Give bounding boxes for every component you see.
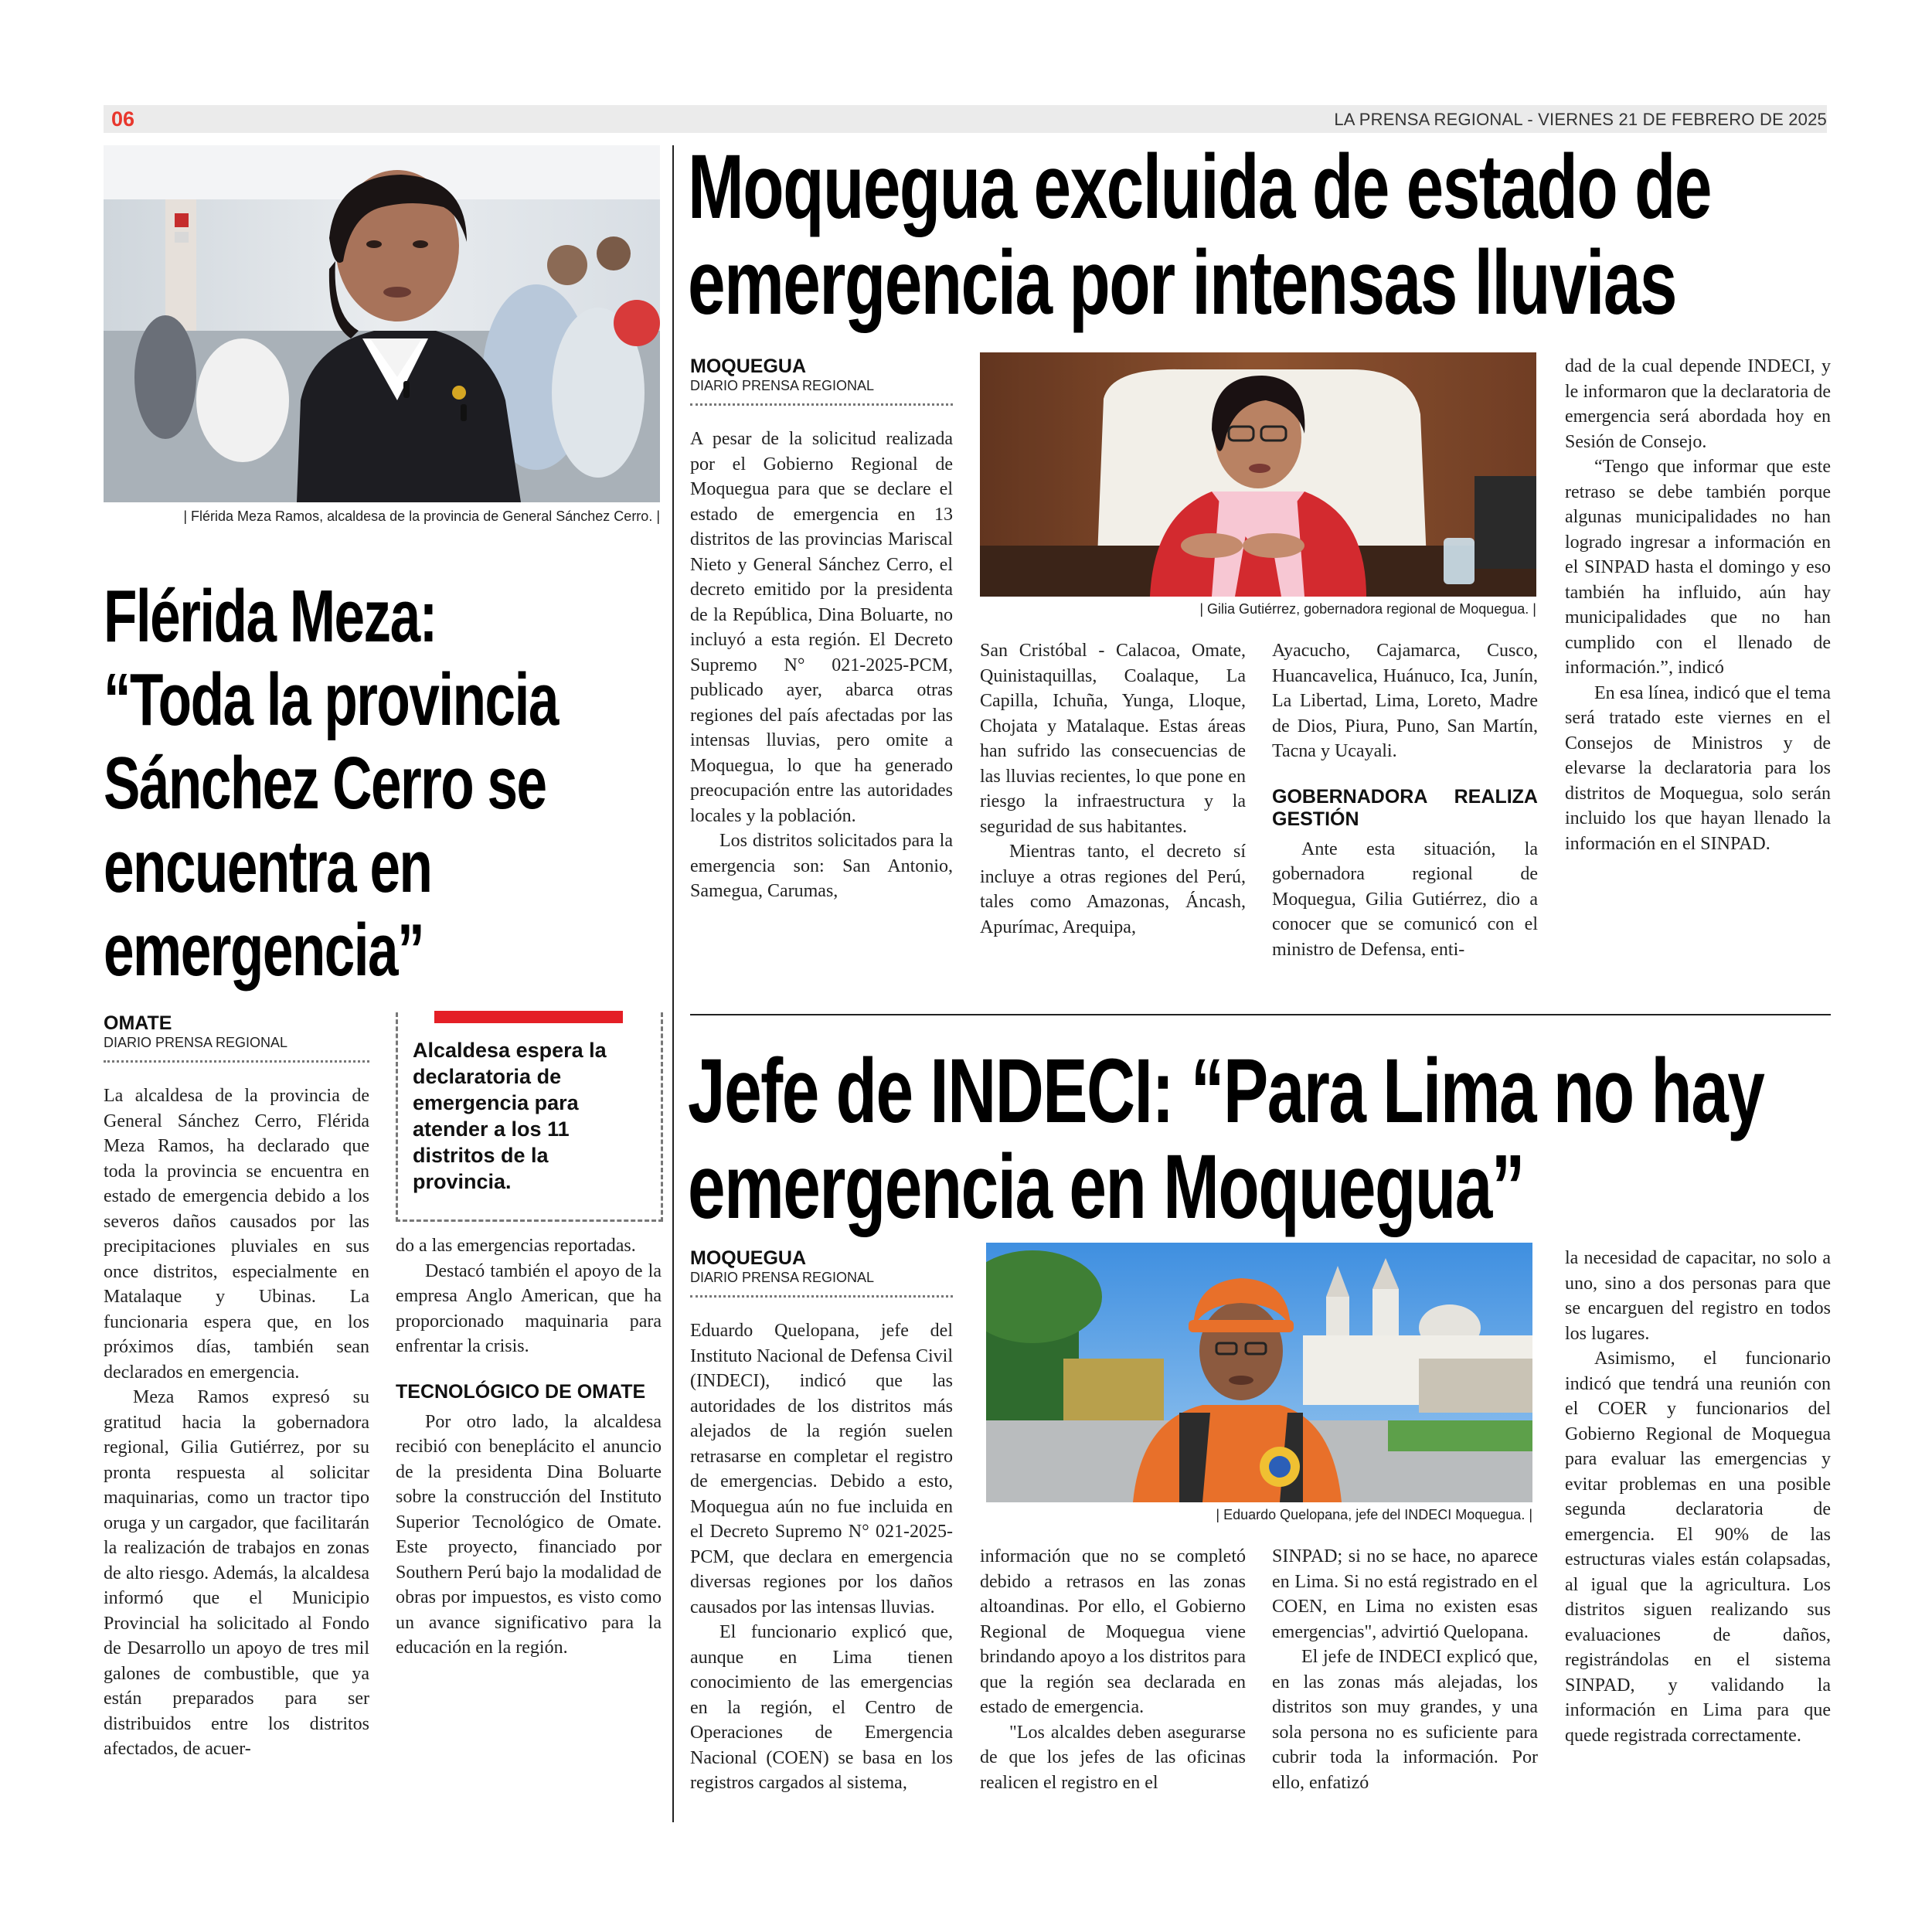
moquegua-excluida-headline [688,136,1832,334]
indeci-headline-line: Jefe de INDECI: “Para Lima no hay [688,1040,1764,1142]
pull-quote-text: Alcaldesa espera la declaratoria de emergencia para atender a los 11 distritos de la provincia. [413,1039,607,1193]
indeci-headline-line: emergencia en Moquegua” [688,1136,1524,1238]
moquegua-headline-line: emergencia por intensas lluvias [688,232,1677,334]
paragraph: información que no se completó debido a retrasos en las zonas altoandinas. Por ello, el Gobierno Regional de Moquegua viene brindando apoyo a los distritos para que la región sea declarada en estado de emergencia. [980,1546,1246,1717]
flerida-meza-photo [104,145,660,502]
paragraph: A pesar de la solicitud realizada por el Gobierno Regional de Moquegua para que se declare el estado de emergencia en 13 distritos de las provincias Mariscal Nieto y General Sánchez Cerro, el decreto emitido por la presidenta de la República, Dina Boluarte, no incluyó a esta región. El Decreto Supremo N° 021-2025-PCM, publicado ayer, abarca otras regiones del país afectadas por las intensas lluvias, pero omite a Moquegua, lo que ha generado preocupación entre las autoridades locales y la población. [690,429,953,826]
indeci-column-2 [980,1544,1246,1795]
moquegua-location: MOQUEGUA [690,355,806,377]
page-number: 06 [111,107,135,131]
moquegua-column-4 [1565,354,1831,856]
subhead-gobernadora: GOBERNADORA REALIZA GESTIÓN [1272,785,1538,830]
flerida-headline-line: “Toda la provincia [104,658,558,741]
paragraph: do a las emergencias reportadas. [396,1236,636,1256]
paragraph: Meza Ramos expresó su gratitud hacia la gobernadora regional, Gilia Gutiérrez, por su pronta respuesta al solicitar maquinarias, como un tractor tipo oruga y un cargador, que facilitarán la realización de trabajos en zonas de alto riesgo. Además, la alcaldesa informó que el Municipio Provincial ha solicitado al Fondo de Desarrollo un apoyo de tres mil galones de combustible, que ya están preparados para ser distribuidos entre los distritos afectados, de acuer- [104,1387,369,1759]
moquegua-source: DIARIO PRENSA REGIONAL [690,378,875,393]
masthead-date: LA PRENSA REGIONAL - VIERNES 21 DE FEBRERO DE 2025 [1334,110,1827,129]
paragraph: Mientras tanto, el decreto sí incluye a otras regiones del Perú, tales como Amazonas, Áncash, Apurímac, Arequipa, [980,842,1246,937]
column-divider [672,145,674,1822]
flerida-column-1 [104,1083,369,1762]
byline-divider [104,1060,369,1063]
paragraph: En esa línea, indicó que el tema será tratado este viernes en el Consejos de Ministros y de elevarse la declaratoria para los distritos de Moquegua, solo serán incluido los que hayan llenado la información en el SINPAD. [1565,682,1831,854]
byline-divider [690,1295,953,1298]
paragraph: dad de la cual depende INDECI, y le informaron que la declaratoria de emergencia será abordada hoy en Sesión de Consejo. [1565,356,1831,452]
paragraph: “Tengo que informar que este retraso se debe también porque algunas municipalidades no han logrado ingresar a información en el SINPAD hasta el domingo y eso también ha influido, aún hay municipalidades que no han cumplido con el llenado de información.”, indicó [1565,457,1831,678]
paragraph: La alcaldesa de la provincia de General Sánchez Cerro, Flérida Meza Ramos, ha declarado que toda la provincia se encuentra en estado de emergencia debido a los severos daños causados por las precipitaciones pluviales en sus once distritos, especialmente en Matalaque y Ubinas. La funcionaria espera que, en los próximos días, también sean declarados en emergencia. [104,1086,369,1383]
paragraph: Asimismo, el funcionario indicó que tendrá una reunión con el COER y funcionarios del Gobierno Regional de Moquegua para evaluar las emergencias y evitar problemas en una posible segunda declaratoria de emergencia. El 90% de las estructuras viales están colapsadas, al igual que la agricultura. Los distritos siguen realizando sus evaluaciones de daños, registrándolas en el sistema SINPAD, y validando la información en Lima para que quede registrada correctamente. [1565,1349,1831,1746]
byline-divider [690,403,953,406]
flerida-column-2 [396,1233,662,1661]
moquegua-byline [690,355,953,406]
gilia-gutierrez-photo [980,352,1536,597]
gilia-gutierrez-photo-illustration [980,352,1536,597]
moquegua-headline-line: Moquegua excluida de estado de [688,136,1711,238]
paragraph: Destacó también el apoyo de la empresa Anglo American, que ha proporcionado maquinaria para enfrentar la crisis. [396,1260,662,1356]
moquegua-column-2 [980,638,1246,940]
section-divider [690,1014,1831,1015]
indeci-source: DIARIO PRENSA REGIONAL [690,1270,875,1285]
indeci-column-1 [690,1318,953,1796]
gilia-photo-caption: | Gilia Gutiérrez, gobernadora regional de Moquegua. | [1199,601,1536,617]
paragraph: El jefe de INDECI explicó que, en las zonas más alejadas, los distritos son muy grandes, y una sola persona no es suficiente para cubrir toda la información. Por ello, enfatizó [1272,1647,1538,1793]
paragraph: El funcionario explicó que, aunque en Lima tienen conocimiento de las emergencias en la región, el Centro de Operaciones de Emergencia Nacional (COEN) se basa en los registros cargados al sistema, [690,1622,953,1793]
paragraph: Los distritos solicitados para la emergencia son: San Antonio, Samegua, Carumas, [690,831,953,901]
flerida-photo-caption: | Flérida Meza Ramos, alcaldesa de la provincia de General Sánchez Cerro. | [183,509,660,524]
indeci-column-3 [1272,1544,1538,1795]
eduardo-photo-caption: | Eduardo Quelopana, jefe del INDECI Moquegua. | [1216,1507,1532,1522]
moquegua-column-1 [690,427,953,904]
moquegua-column-3 [1272,638,1538,962]
paragraph: "Los alcaldes deben asegurarse de que los jefes de las oficinas realicen el registro en el [980,1722,1246,1793]
paragraph: Ayacucho, Cajamarca, Cusco, Huancavelica, Huánuco, Ica, Junín, La Libertad, Lima, Loreto, Madre de Dios, Piura, Puno, San Martín, Tacna y Ucayali. [1272,641,1538,761]
flerida-headline-line: emergencia” [104,909,424,992]
paragraph: Por otro lado, la alcaldesa recibió con beneplácito el anuncio de la presidenta Dina Boluarte sobre la construcción del Instituto Superior Tecnológico de Omate. Este proyecto, financiado por Southern Perú bajo la modalidad de obras por impuestos, es visto como un avance significativo para la educación en la región. [396,1411,662,1658]
paragraph: la necesidad de capacitar, no solo a uno, sino a dos personas para que se encarguen del registro en todos los lugares. [1565,1248,1831,1344]
indeci-location: MOQUEGUA [690,1247,806,1269]
paragraph: Eduardo Quelopana, jefe del Instituto Nacional de Defensa Civil (INDECI), indicó que las autoridades de los distritos más alejados de la región suelen retrasarse en completar el registro de emergencias. Debido a esto, Moquegua aún no fue incluida en el Decreto Supremo N° 021-2025-PCM, que declara en emergencia diversas regiones por los daños causados por las intensas lluvias. [690,1321,953,1617]
paragraph: SINPAD; si no se hace, no aparece en Lima. Si no está registrado en el COEN, en Lima no existen esas emergencias", advirtió Quelopana. [1272,1546,1538,1642]
eduardo-quelopana-photo-illustration [986,1243,1532,1502]
flerida-meza-photo-illustration [104,145,660,502]
flerida-headline [104,575,660,992]
eduardo-quelopana-photo [986,1243,1532,1502]
flerida-headline-line: Flérida Meza: [104,575,437,658]
paragraph: Ante esta situación, la gobernadora regional de Moquegua, Gilia Gutiérrez, dio a conocer que se comunicó con el ministro de Defensa, enti- [1272,838,1538,960]
flerida-byline [104,1012,369,1063]
indeci-headline [688,1040,1832,1238]
paragraph: San Cristóbal - Calacoa, Omate, Quinistaquillas, Coalaque, La Capilla, Ichuña, Yunga, Lloque, Chojata y Matalaque. Estas áreas han sufrido las consecuencias de las lluvias recientes, lo que pone en riesgo la infraestructura y la seguridad de sus habitantes. [980,641,1246,837]
flerida-headline-line: Sánchez Cerro se [104,742,546,825]
pull-quote-red-bar [434,1011,623,1023]
indeci-column-4 [1565,1246,1831,1748]
flerida-location: OMATE [104,1012,172,1034]
indeci-byline [690,1247,953,1298]
subhead-tecnologico: TECNOLÓGICO DE OMATE [396,1380,646,1403]
flerida-source: DIARIO PRENSA REGIONAL [104,1035,288,1050]
flerida-headline-line: encuentra en [104,825,432,908]
